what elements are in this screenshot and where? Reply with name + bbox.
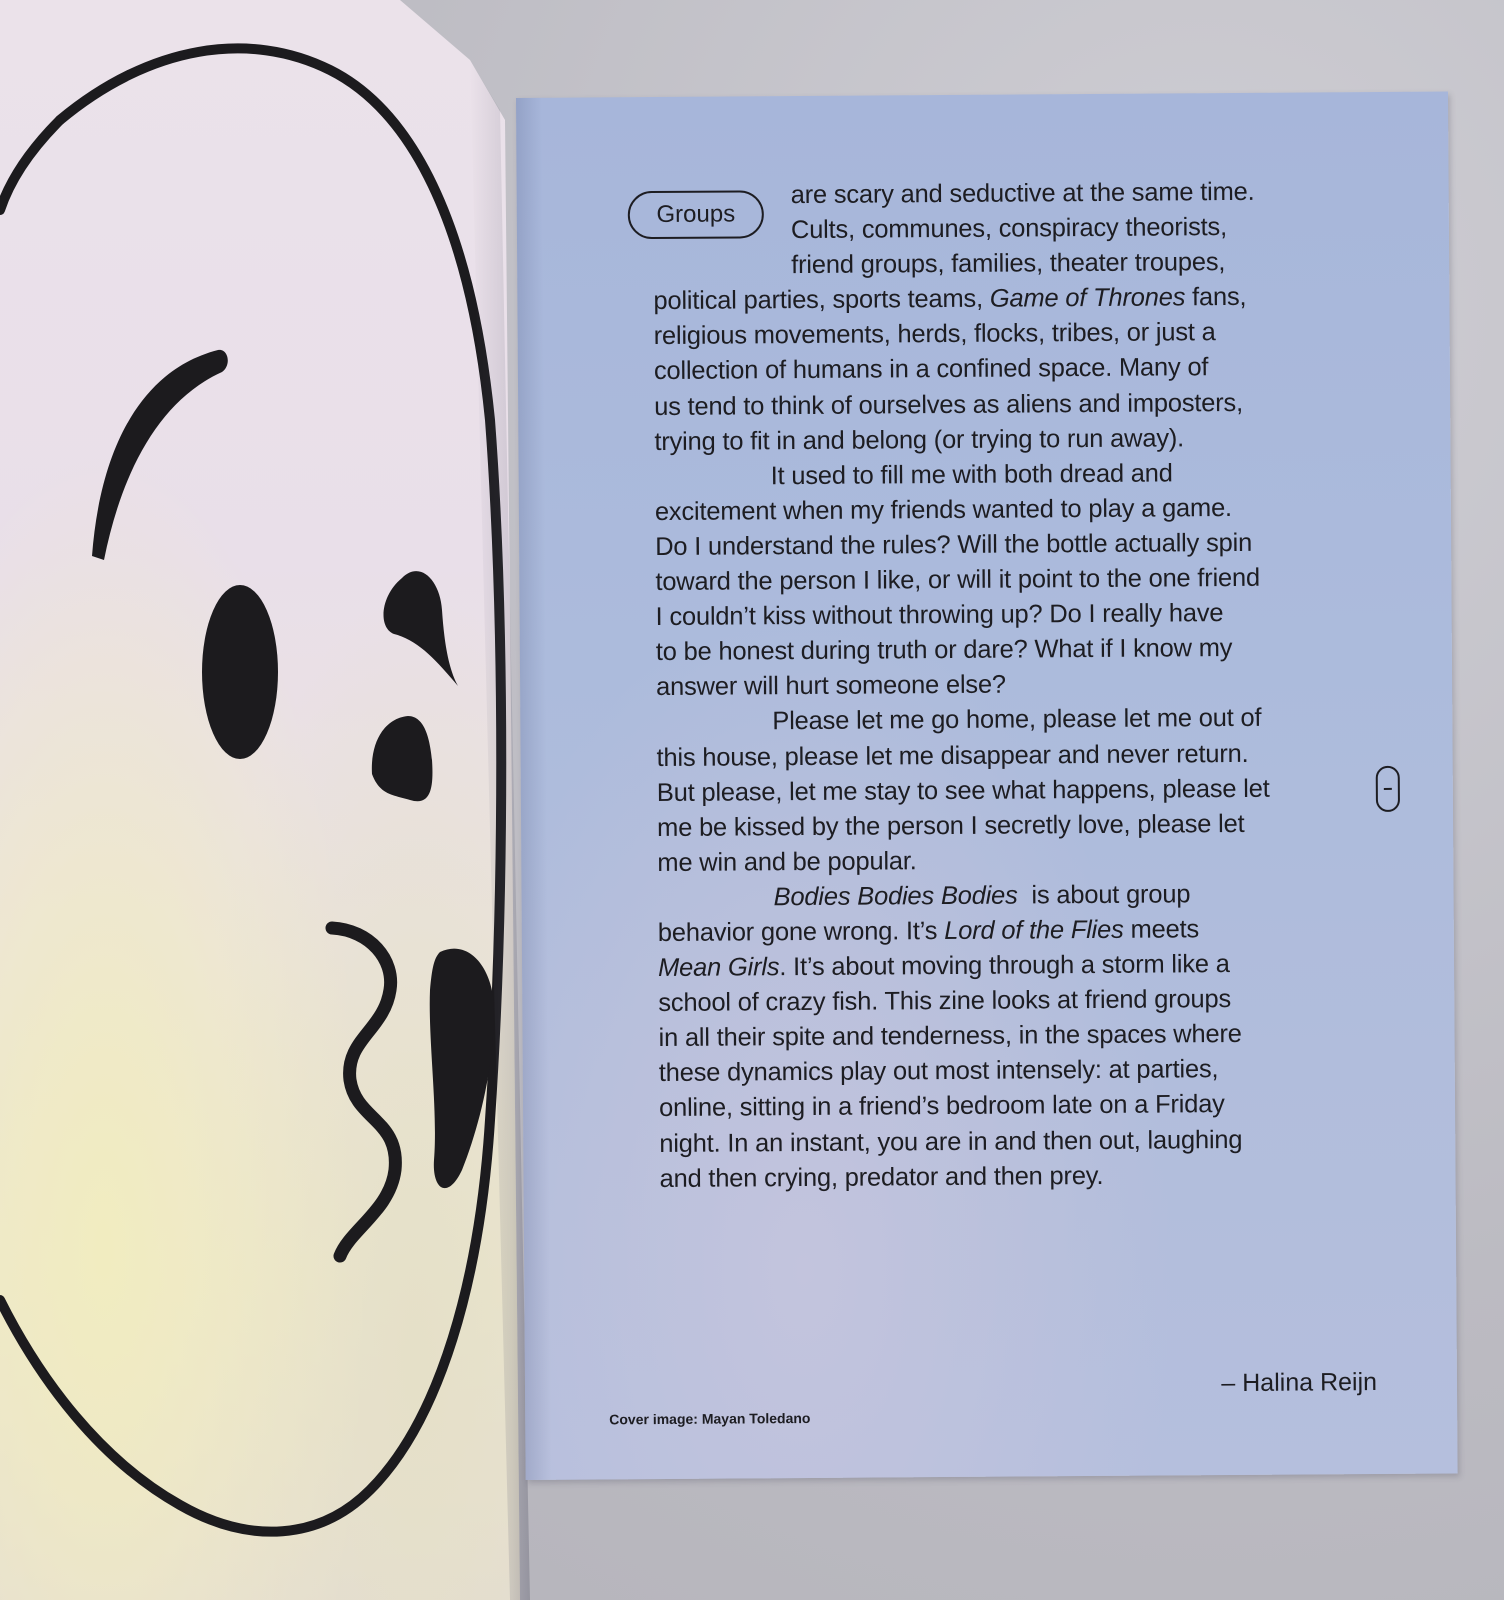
text-line: this house, please let me disappear and never return. xyxy=(656,739,1249,772)
text-line: collection of humans in a confined space. Many of xyxy=(653,353,1209,386)
text-line xyxy=(657,876,1337,916)
face-outline-left xyxy=(0,120,60,210)
text-line xyxy=(658,946,1338,986)
text-line: these dynamics play out most intensely: at parties, xyxy=(658,1055,1219,1088)
text-line: me win and be popular. xyxy=(657,847,917,877)
text-line: friend groups, families, theater troupes, xyxy=(791,248,1226,280)
text-line: religious movements, herds, flocks, tribes, or just a xyxy=(653,318,1216,351)
lips-squiggle xyxy=(332,928,395,1256)
text-line: school of crazy fish. This zine looks at friend groups xyxy=(658,985,1232,1018)
text-fragment: fans, xyxy=(1185,283,1247,312)
text-line: answer will hurt someone else? xyxy=(656,670,1006,702)
text-line: and then crying, predator and then prey. xyxy=(659,1161,1104,1193)
text-line: But please, let me stay to see what happens, please let xyxy=(656,774,1270,807)
text-line: It used to fill me with both dread and xyxy=(770,459,1173,490)
text-line: in all their spite and tenderness, in the spaces where xyxy=(658,1020,1242,1053)
smiley-face-kissing-icon xyxy=(0,0,520,1600)
text-line: toward the person I like, or will it point to the one friend xyxy=(655,563,1261,597)
text-line: are scary and seductive at the same time. xyxy=(790,177,1255,210)
text-line: me be kissed by the person I secretly love, please let xyxy=(657,809,1245,842)
essay-text xyxy=(653,174,1340,1196)
italic-title: Game of Thrones xyxy=(989,283,1186,313)
text-fragment: is about group xyxy=(1017,880,1191,910)
text-line: us tend to think of ourselves as aliens and imposters, xyxy=(654,388,1244,421)
cover-credit: Cover image: Mayan Toledano xyxy=(609,1409,811,1428)
right-eyebrow xyxy=(384,571,458,686)
text-line: excitement when my friends wanted to play a game. xyxy=(654,493,1232,526)
text-line: night. In an instant, you are in and then out, laughing xyxy=(659,1125,1243,1158)
left-page xyxy=(0,0,520,1600)
right-page xyxy=(516,91,1458,1479)
groups-label-pill: Groups xyxy=(628,190,764,239)
author-signature: – Halina Reijn xyxy=(1221,1368,1378,1398)
text-line: Do I understand the rules? Will the bottle actually spin xyxy=(655,528,1253,561)
text-line: online, sitting in a friend’s bedroom late on a Friday xyxy=(658,1090,1225,1123)
text-fragment: political parties, sports teams, xyxy=(653,284,990,316)
text-fragment: . It’s about moving through a storm like a xyxy=(779,950,1230,982)
italic-title: Lord of the Flies xyxy=(944,915,1124,945)
text-fragment: behavior gone wrong. It’s xyxy=(657,917,945,947)
text-line xyxy=(653,280,1333,320)
text-line: Cults, communes, conspiracy theorists, xyxy=(790,213,1228,245)
text-fragment: meets xyxy=(1123,915,1200,944)
left-eye xyxy=(202,585,278,759)
right-eye xyxy=(372,716,433,801)
page-marker-icon xyxy=(1376,766,1400,812)
italic-title: Mean Girls xyxy=(657,953,780,983)
text-line xyxy=(658,911,1338,951)
italic-title: Bodies Bodies Bodies xyxy=(773,881,1018,912)
left-eyebrow xyxy=(92,350,228,560)
text-line: to be honest during truth or dare? What if I know my xyxy=(655,634,1233,667)
text-line: I couldn’t kiss without throwing up? Do I really have xyxy=(655,599,1224,632)
text-line: trying to fit in and belong (or trying to run away). xyxy=(654,424,1185,456)
text-line: Please let me go home, please let me out of xyxy=(772,704,1262,736)
